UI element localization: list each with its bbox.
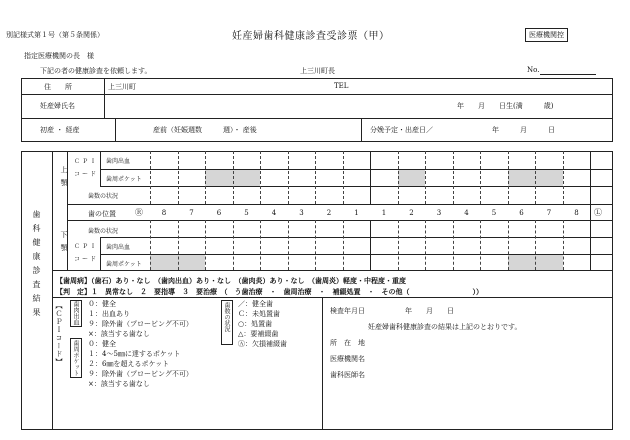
grid-line [67,204,613,205]
upper-bleed-label: 歯肉出血 [106,158,131,165]
upper-pocket-label: 歯周ポケット [106,176,142,183]
shaded-cell [150,254,178,270]
right-marker: Ⓡ [135,208,143,217]
tooth-position: 7 [546,209,552,217]
grid-line [453,220,454,270]
grid-line [205,220,206,270]
tooth-position: 7 [189,209,194,217]
grid-line [480,151,481,204]
mayor-label: 上三川町長 [300,67,335,75]
grid-line [343,151,344,204]
shaded-cell [398,169,426,186]
bleed-legend-item: ９：除外歯（プロービング不可） [88,320,193,328]
grid-line [233,220,234,270]
grid-line [178,151,179,204]
grid-line [370,151,371,204]
tooth-position: 8 [161,209,167,217]
grid-line [205,151,206,204]
bleed-legend-item: ０：健全 [88,300,116,308]
grid-line [370,220,371,270]
grid-line [508,151,509,204]
pocket-legend-item: ９：除外歯（プロービング不可） [88,370,193,378]
grid-line [315,151,316,204]
grid-line [150,220,151,270]
request-text: 下記の者の健康診査を依頼します。 [40,67,152,75]
cpi-legend-label: 【ＣＰＩコード】 [55,302,63,366]
results-side-label: 歯科健康診査結果 [32,210,41,322]
pocket-legend-list [88,339,193,389]
exam-date-label: 検査年月日 [330,307,365,315]
exam-date-value: 年 月 日 [405,307,454,315]
tooth-position: 5 [491,209,497,217]
address-label: 住 所 [44,83,72,91]
tooth-legend-list [238,299,287,349]
tooth-legend-item: △：要補綴歯 [238,330,279,338]
bleed-legend-item: １：出血あり [88,310,130,318]
grid-line [453,151,454,204]
tooth-position-label: 歯の位置 [88,210,116,218]
tooth-position: 1 [354,209,359,217]
due-date-value: 年 月 日 [492,126,555,134]
bleed-legend-item: ×：該当する歯なし [88,330,150,338]
pocket-legend-label: 歯周ポケット [72,340,79,376]
judgement-line: 【判 定】１ 異常なし ２ 要指導 ３ 要治療 （ う歯治療 ・ 歯周治療 ・ 補綴処置 ・ その他（ ）） [56,287,483,296]
tooth-position: 1 [381,209,387,217]
bleed-legend-label: 歯肉出血 [72,301,79,325]
grid-line [398,220,399,270]
left-marker: Ⓛ [594,208,602,217]
grid-line [233,151,234,204]
upper-cpi-label: ＣＰＩコード [74,158,99,178]
due-date-label: 分娩予定・出産日／ [370,126,433,134]
bleed-legend-list [88,299,193,339]
form-number: 別記様式第１号（第５条関係） [6,31,104,39]
grid-line [315,220,316,270]
tooth-position: 3 [299,209,304,217]
lower-bleed-label: 歯肉出血 [106,244,131,251]
grid-line [178,220,179,270]
tooth-position: 2 [409,209,414,217]
grid-line [150,151,151,204]
upper-jaw-label: 上顎 [60,166,68,192]
location-label: 所 在 地 [330,339,365,347]
lower-teeth-status-label: 歯数の状況 [88,228,119,235]
periodontal-findings: 【歯周病】（歯石）あり・なし （歯肉出血）あり・なし （歯肉炎）あり・なし （歯周炎）軽度・中程度・重度 [56,276,406,285]
address-value: 上三川町 [108,83,136,91]
grid-line [288,151,289,204]
tooth-position: 8 [574,209,579,217]
grid-line [343,220,344,270]
pocket-legend-item: １：4〜5㎜に達するポケット [88,350,181,358]
shaded-cell [535,169,563,186]
grid-line [535,220,536,270]
shaded-cell [178,254,206,270]
dentist-label: 歯科医師名 [330,371,365,379]
grid-line [425,151,426,204]
shaded-cell [508,169,536,186]
exam-statement: 妊産婦歯科健康診査の結果は上記のとおりです。 [368,323,522,331]
pocket-legend-item: ×：該当する歯なし [88,380,150,388]
upper-teeth-status-label: 歯数の状況 [88,193,119,200]
grid-line [260,220,261,270]
tooth-legend-item: ／：健全歯 [238,300,273,308]
grid-line [590,151,591,270]
grid-line [260,151,261,204]
tel-label: TEL [334,82,349,90]
addressee: 指定医療機関の長 様 [24,52,94,60]
grid-line [425,220,426,270]
tooth-position: 4 [271,209,277,217]
lower-pocket-label: 歯周ポケット [106,261,142,268]
tooth-legend-item: Ｃ：未処置歯 [238,310,280,318]
tooth-position: 6 [519,209,524,217]
shaded-cell [205,169,233,186]
grid-line [535,151,536,204]
shaded-cell [508,254,536,270]
lower-cpi-label: ＣＰＩコード [74,243,99,263]
number-underline [540,74,596,75]
facility-label: 医療機関名 [330,355,365,363]
birth-date-label: 年 月 日生(満 歳) [457,102,554,110]
grid-line [480,220,481,270]
grid-line [508,220,509,270]
lower-jaw-label: 下顎 [60,231,68,257]
grid-line [52,270,613,271]
pocket-legend-item: ２：6㎜を超えるポケット [88,360,170,368]
tooth-legend-item: Ⓐ：欠損補綴歯 [238,340,287,348]
shaded-cell [535,254,563,270]
birth-category: 初産 ・ 経産 [40,126,80,134]
grid-line [563,220,564,270]
pregnancy-period: 産前（妊娠週数 週）・ 産後 [153,126,257,134]
page-title: 妊産婦歯科健康診査受診票（甲） [232,31,390,42]
tooth-position: 6 [216,209,222,217]
name-label: 妊産婦氏名 [40,102,75,110]
grid-line [67,220,613,221]
tooth-position: 5 [244,209,249,217]
institution-copy-box: 医療機関控 [525,28,568,42]
tooth-position: 2 [326,209,332,217]
grid-line [563,151,564,204]
grid-line [288,220,289,270]
pocket-legend-item: ０：健全 [88,340,116,348]
tooth-legend-label: 歯数の状況 [223,302,230,332]
number-label: No. [527,66,540,74]
grid-line [398,151,399,204]
tooth-legend-item: ○：処置歯 [238,320,273,328]
tooth-position: 3 [436,209,442,217]
tooth-position: 4 [464,209,469,217]
shaded-cell [233,169,261,186]
